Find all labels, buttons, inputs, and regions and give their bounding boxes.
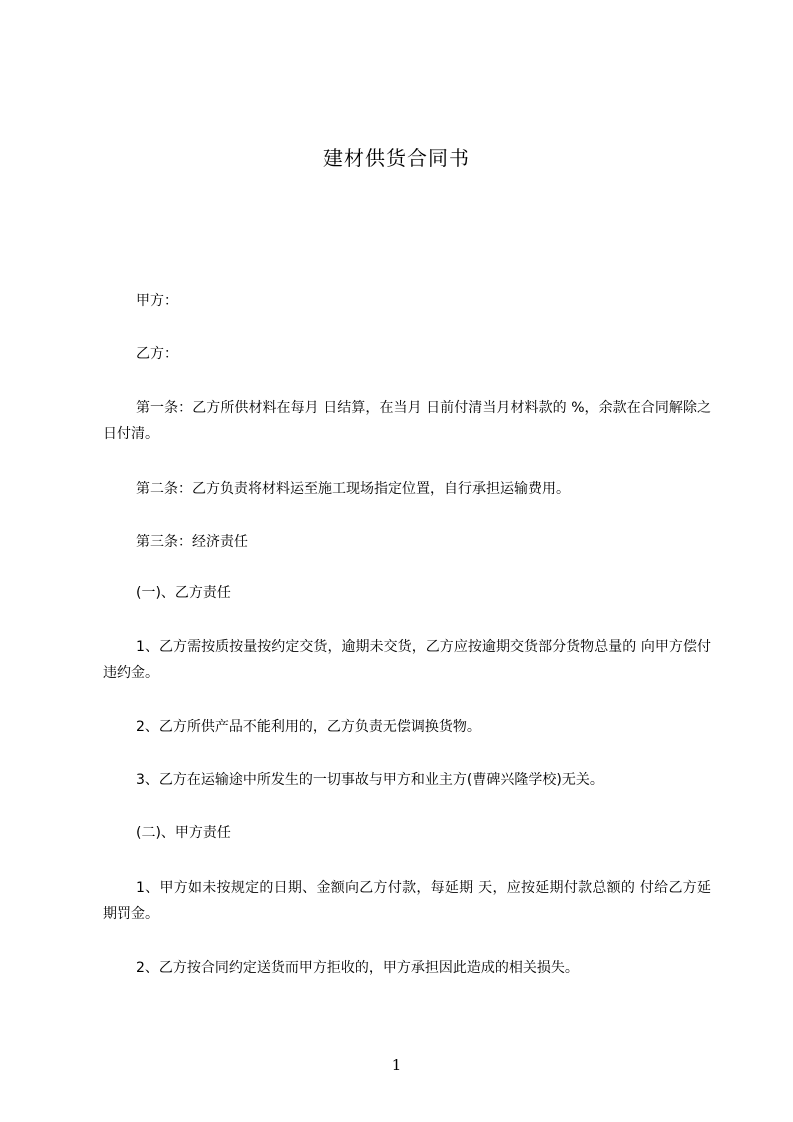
party-a-line: 甲方： <box>136 293 178 309</box>
article-2: 第二条：乙方负责将材料运至施工现场指定位置，自行承担运输费用。 <box>136 481 570 497</box>
section-1-item-3: 3、乙方在运输途中所发生的一切事故与甲方和业主方(曹碑兴隆学校)无关。 <box>136 772 604 788</box>
party-b-line: 乙方： <box>136 346 178 362</box>
document-title: 建材供货合同书 <box>323 146 470 170</box>
page-number: 1 <box>391 1056 402 1074</box>
section-2-item-2: 2、乙方按合同约定送货而甲方拒收的，甲方承担因此造成的相关损失。 <box>136 960 579 976</box>
section-1-item-1: 1、乙方需按质按量按约定交货，逾期未交货，乙方应按逾期交货部分货物总量的 向甲方偿付违约金。 <box>103 639 711 681</box>
section-1-heading: (一)、乙方责任 <box>136 585 231 601</box>
article-3-heading: 第三条：经济责任 <box>136 534 248 550</box>
section-2-item-1: 1、甲方如未按规定的日期、金额向乙方付款，每延期 天，应按延期付款总额的 付给乙方延期罚金。 <box>103 880 711 922</box>
section-1-item-2: 2、乙方所供产品不能利用的，乙方负责无偿调换货物。 <box>136 719 481 735</box>
article-1: 第一条：乙方所供材料在每月 日结算，在当月 日前付清当月材料款的 %，余款在合同解除之日付清。 <box>103 400 711 442</box>
section-2-heading: (二)、甲方责任 <box>136 825 231 841</box>
